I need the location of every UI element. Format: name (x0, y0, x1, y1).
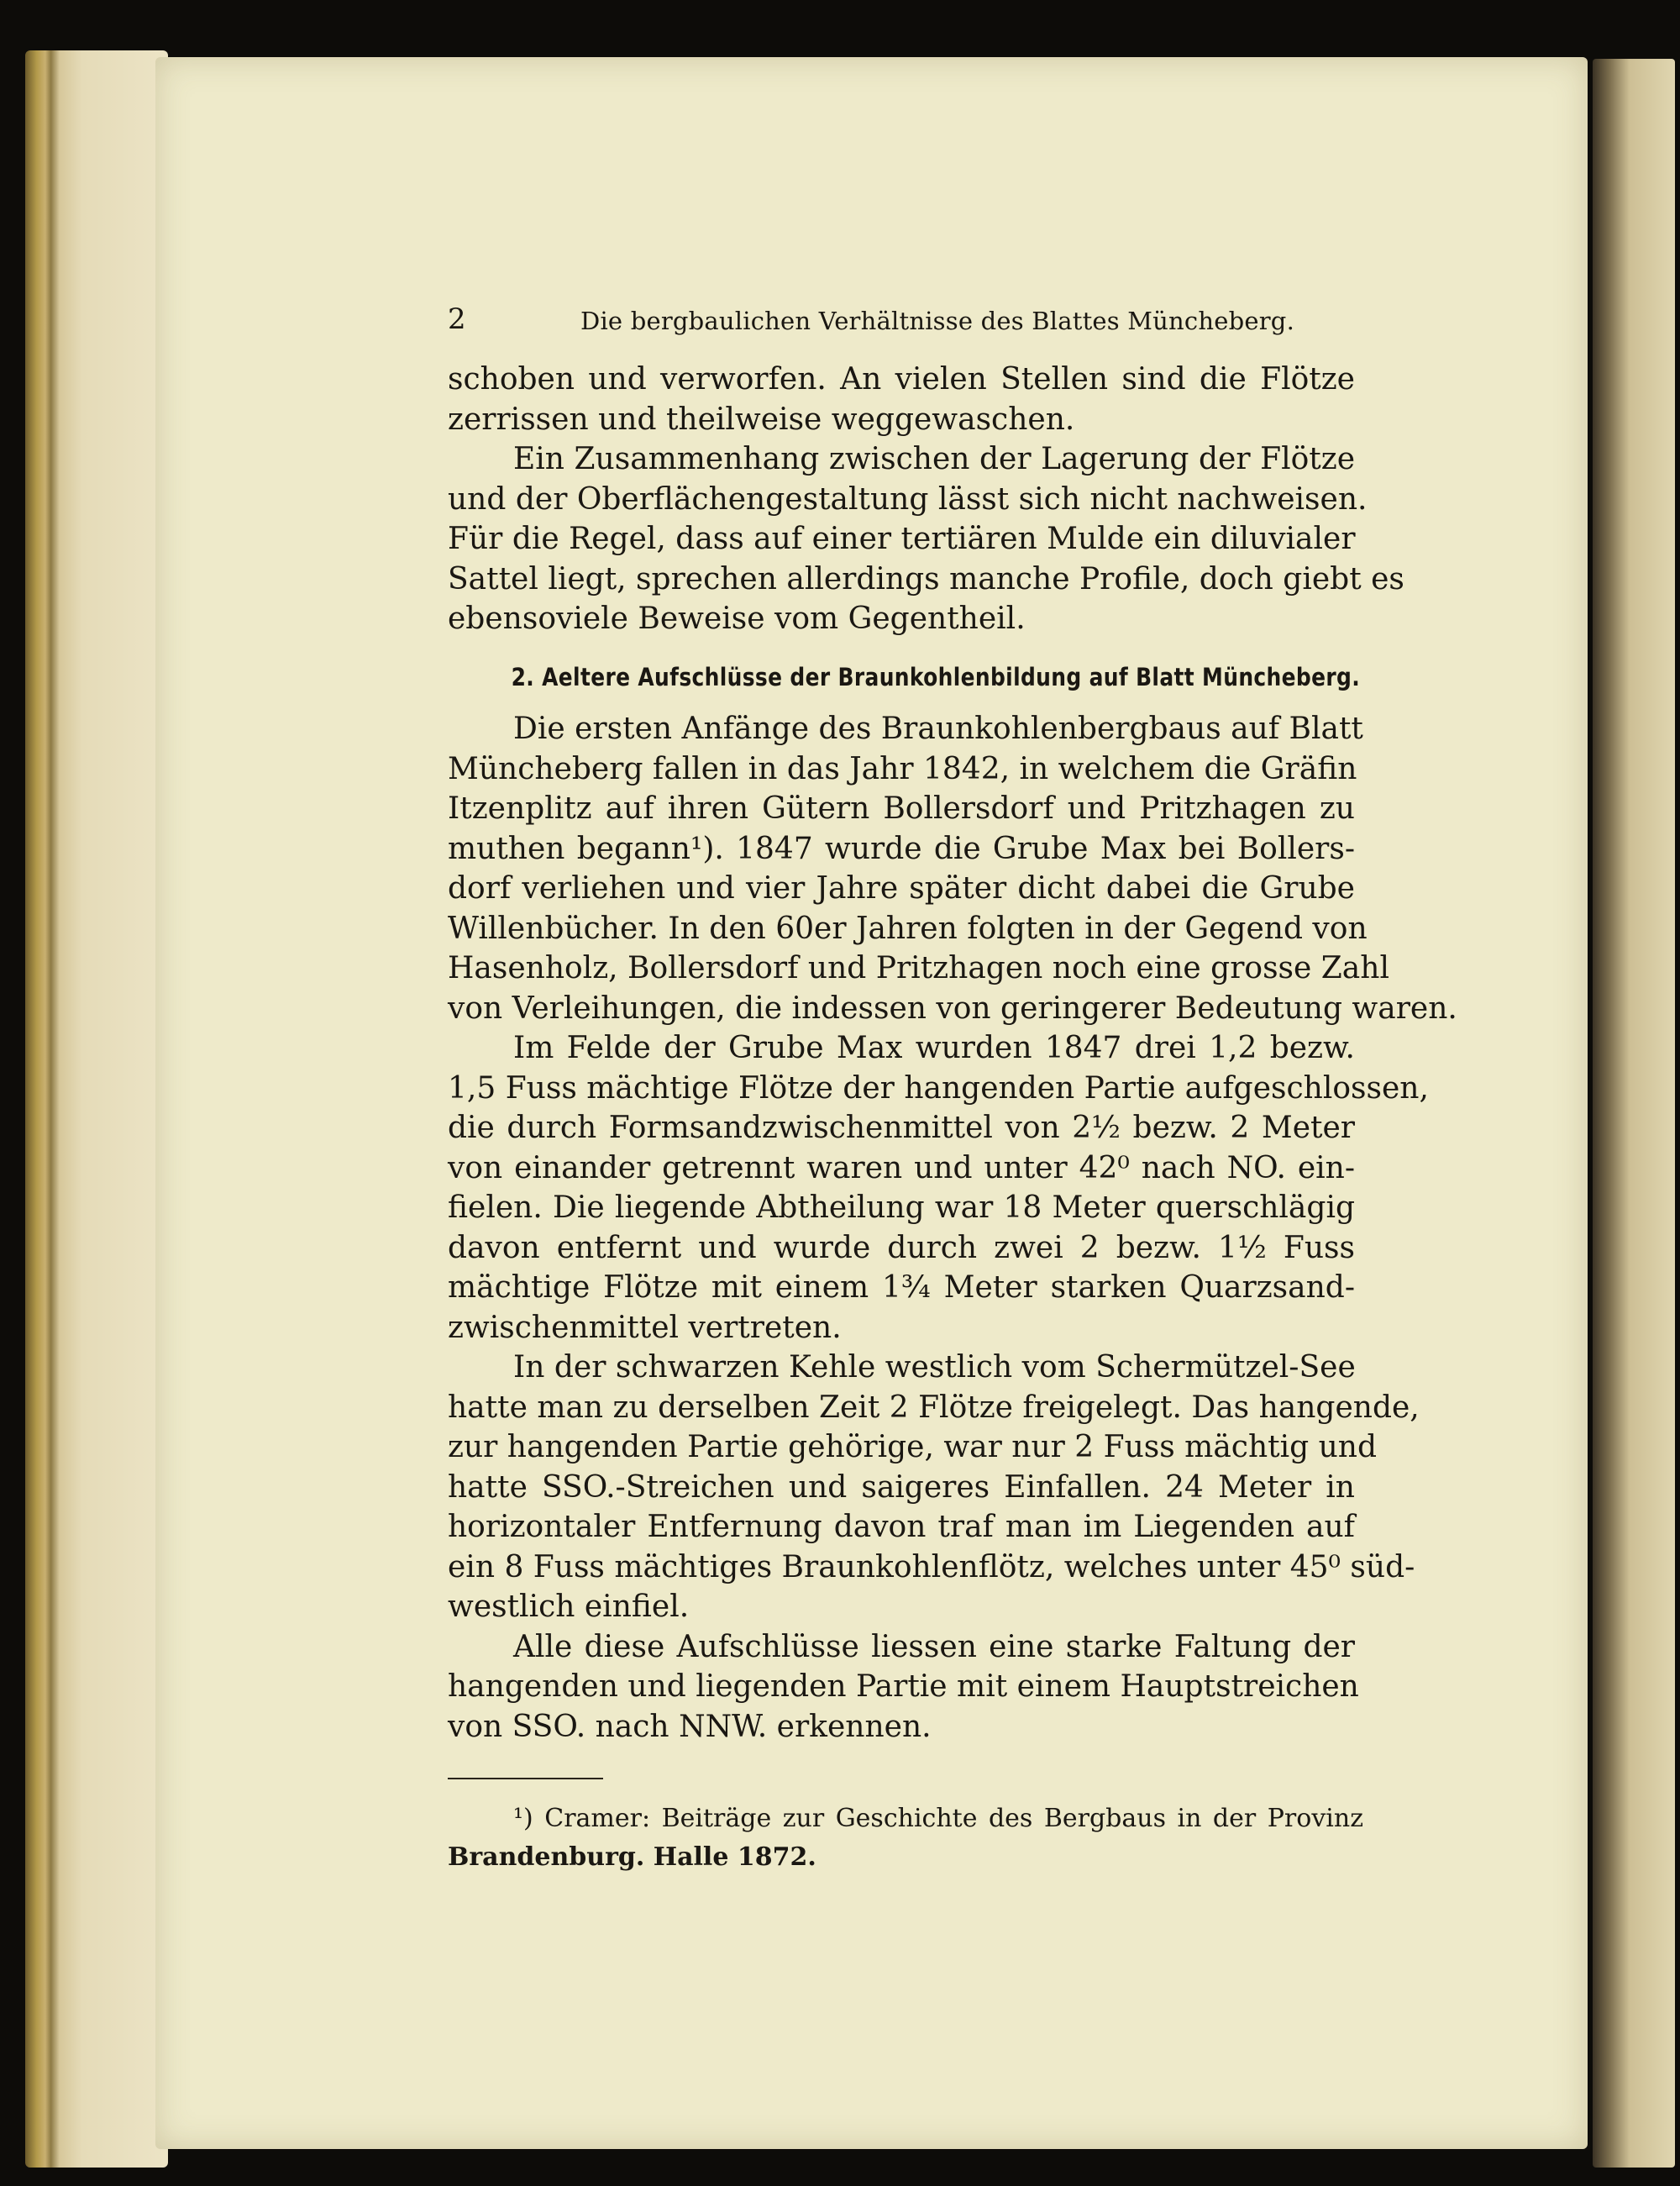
text-line: fielen. Die liegende Abtheilung war 18 Meter querschlägig (448, 1190, 1355, 1225)
text-line: muthen begann¹). 1847 wurde die Grube Max bei Bollers- (448, 831, 1355, 866)
text-line: Ein Zusammenhang zwischen der Lagerung der Flötze (513, 442, 1355, 476)
text-line: 1,5 Fuss mächtige Flötze der hangenden Partie aufgeschlossen, (448, 1070, 1429, 1106)
text-line: mächtige Flötze mit einem 1¾ Meter starken Quarzsand- (448, 1270, 1355, 1305)
footnote-line: ¹) Cramer: Beiträge zur Geschichte des Bergbaus in der Provinz (513, 1804, 1363, 1833)
footnote-line: Brandenburg. Halle 1872. (448, 1842, 816, 1872)
text-line: Sattel liegt, sprechen allerdings manche Profile, doch giebt es (448, 561, 1404, 596)
footnote-rule (448, 1778, 603, 1779)
text-line: hatte man zu derselben Zeit 2 Flötze freigelegt. Das hangende, (448, 1390, 1420, 1425)
text-line: Im Felde der Grube Max wurden 1847 drei 1,2 bezw. (513, 1031, 1355, 1065)
text-line: Willenbücher. In den 60er Jahren folgten in der Gegend von (448, 911, 1368, 946)
body-text (448, 360, 1457, 1747)
text-line: horizontaler Entfernung davon traf man im Liegenden auf (448, 1510, 1355, 1544)
text-line: Alle diese Aufschlüsse liessen eine starke Faltung der (513, 1629, 1355, 1664)
text-line: von einander getrennt waren und unter 42⁰ nach NO. ein- (448, 1150, 1355, 1185)
text-line: Die ersten Anfänge des Braunkohlenbergbaus auf Blatt (513, 712, 1363, 746)
page-number: 2 (448, 302, 466, 336)
text-line: zerrissen und theilweise weggewaschen. (448, 402, 1075, 437)
text-line: ein 8 Fuss mächtiges Braunkohlenflötz, welches unter 45⁰ süd- (448, 1549, 1415, 1584)
text-line: ebensoviele Beweise vom Gegentheil. (448, 602, 1026, 636)
book-page-edges (25, 50, 168, 2168)
text-line: von Verleihungen, die indessen von geringerer Bedeutung waren. (448, 991, 1457, 1026)
text-line: westlich einfiel. (448, 1590, 690, 1624)
text-line: Hasenholz, Bollersdorf und Pritzhagen noch eine grosse Zahl (448, 951, 1389, 985)
text-line: von SSO. nach NNW. erkennen. (448, 1709, 932, 1744)
footnote (448, 1800, 1363, 1877)
text-line: schoben und verworfen. An vielen Stellen sind die Flötze (448, 362, 1355, 397)
page-header (448, 302, 1355, 339)
text-line: zwischenmittel vertreten. (448, 1310, 842, 1345)
facing-page-edge (1593, 59, 1675, 2168)
text-line: Müncheberg fallen in das Jahr 1842, in welchem die Gräfin (448, 751, 1357, 786)
text-line: hatte SSO.-Streichen und saigeres Einfallen. 24 Meter in (448, 1469, 1355, 1505)
text-line: Itzenplitz auf ihren Gütern Bollersdorf und Pritzhagen zu (448, 791, 1355, 826)
text-line: die durch Formsandzwischenmittel von 2½ bezw. 2 Meter (448, 1111, 1355, 1145)
text-line: zur hangenden Partie gehörige, war nur 2 Fuss mächtig und (448, 1430, 1378, 1464)
text-line: Für die Regel, dass auf einer tertiären Mulde ein diluvialer (448, 522, 1356, 556)
text-line: dorf verliehen und vier Jahre später dicht dabei die Grube (448, 871, 1355, 906)
text-line: und der Oberflächengestaltung lässt sich nicht nachweisen. (448, 481, 1368, 517)
running-title: Die bergbaulichen Verhältnisse des Blattes Müncheberg. (580, 307, 1294, 335)
text-line: davon entfernt und wurde durch zwei 2 bezw. 1½ Fuss (448, 1230, 1355, 1265)
text-line: hangenden und liegenden Partie mit einem Hauptstreichen (448, 1669, 1359, 1704)
section-heading: 2. Aeltere Aufschlüsse der Braunkohlenbildung auf Blatt Müncheberg. (511, 662, 1361, 691)
text-line: In der schwarzen Kehle westlich vom Schermützel-See (513, 1350, 1356, 1385)
